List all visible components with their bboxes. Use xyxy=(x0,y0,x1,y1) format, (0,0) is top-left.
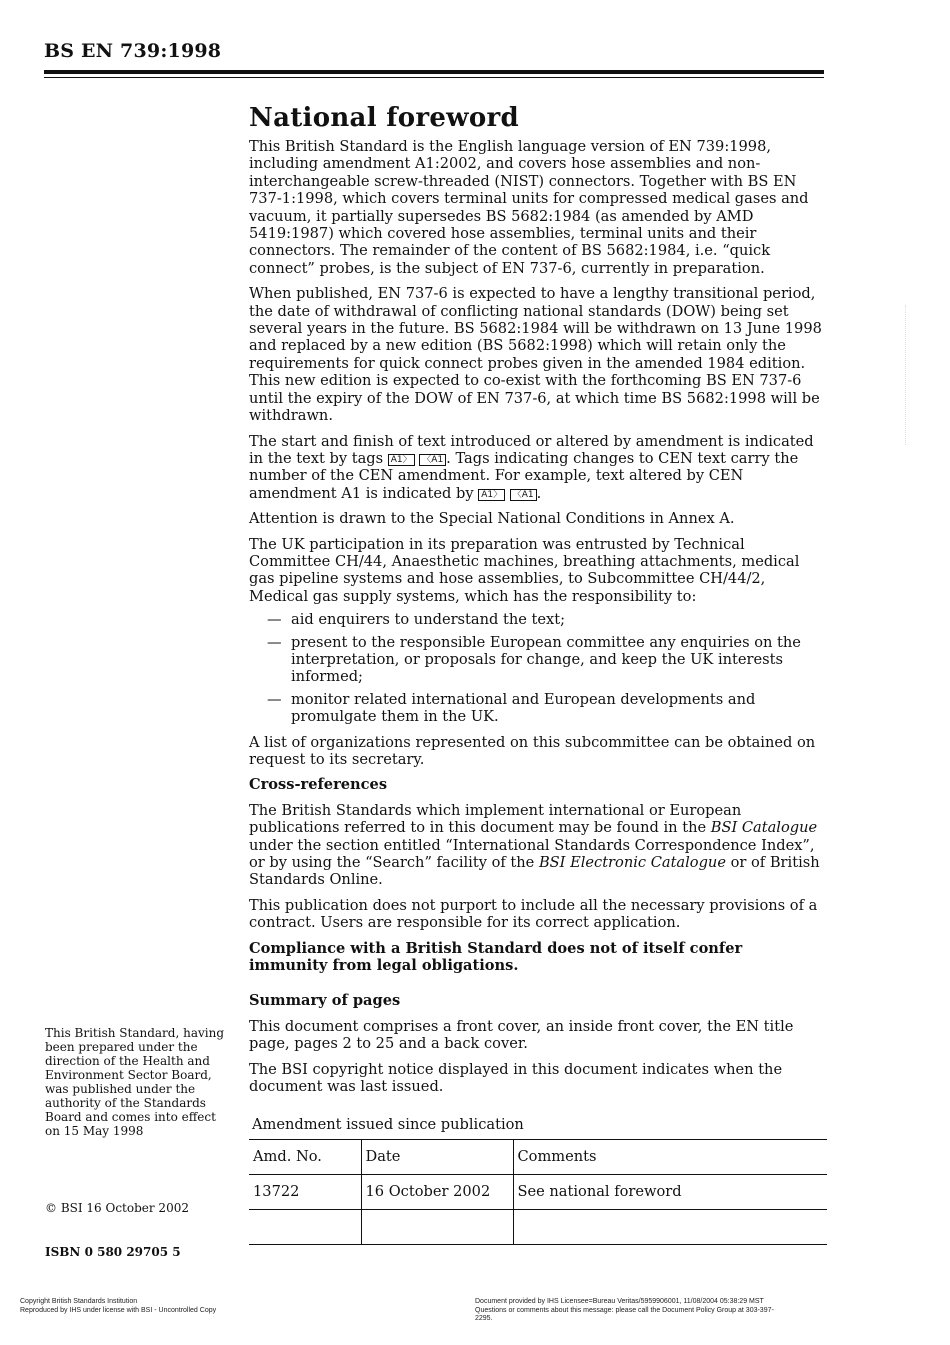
amendment-tag-open: A1〉 xyxy=(388,454,415,466)
header-rule-thin xyxy=(44,77,824,78)
column-header-comments: Comments xyxy=(513,1139,827,1174)
paragraph-organizations: A list of organizations represented on this subcommittee can be obtained on request to its secretary. xyxy=(249,733,816,768)
header-rule-thick xyxy=(44,70,824,74)
page-title: National foreword xyxy=(249,103,519,133)
paragraph-crossref: The British Standards which implement international or European publications referred to in this document may be found in the BSI Catalogue under the section entitled “International Standards Correspondence Index”, or by using the “Search” facility of the BSI Electronic Catalogue or of British Standards Online. xyxy=(249,801,820,889)
amendment-table xyxy=(249,1139,827,1245)
paragraph-summary: This document comprises a front cover, an inside front cover, the EN title page, pages 2 to 25 and a back cover. xyxy=(249,1017,794,1053)
footer-left: Copyright British Standards Institution Reproduced by IHS under license with BSI - Uncontrolled Copy xyxy=(20,1298,217,1314)
margin-watermark xyxy=(905,305,918,445)
crossref-heading: Cross-references xyxy=(249,776,388,794)
list-item: — aid enquirers to understand the text; xyxy=(267,611,566,629)
isbn: ISBN 0 580 29705 5 xyxy=(45,1245,181,1259)
table-row xyxy=(249,1174,827,1209)
amd-no-cell xyxy=(249,1209,361,1244)
column-header-amd-no: Amd. No. xyxy=(249,1139,361,1174)
bsi-electronic-catalogue-title: BSI Electronic Catalogue xyxy=(538,854,726,872)
paragraph-annex-a: Attention is drawn to the Special National Conditions in Annex A. xyxy=(249,510,735,528)
responsibility-list xyxy=(249,611,825,725)
bsi-catalogue-title: BSI Catalogue xyxy=(710,819,818,837)
amendment-tag-open-example: A1〉 xyxy=(478,489,505,501)
comments-cell: See national foreword xyxy=(513,1174,827,1209)
amendment-tag-close-example: 〈A1 xyxy=(510,489,537,501)
amendment-table-caption: Amendment issued since publication xyxy=(252,1115,524,1133)
foreword-body xyxy=(249,103,825,1245)
publication-note: This British Standard, having been prepared under the direction of the Health and Environment Sector Board, was published under the authority of the Standards Board and comes into effect on 15 May 1998 xyxy=(45,1026,225,1138)
date-cell xyxy=(361,1209,513,1244)
amd-no-cell: 13722 xyxy=(249,1174,361,1209)
paragraph-transition: When published, EN 737-6 is expected to have a lengthy transitional period, the date of withdrawal of conflicting national standards (DOW) being set several years in the future. BS 5682:1984 will be withdrawn on 13 June 1998 and replaced by a new edition (BS 5682:1998) which will retain only the requirements for quick connect probes given in the amended 1984 edition. This new edition is expected to co-exist with the forthcoming BS EN 737-6 until the expiry of the DOW of EN 737-6, at which time BS 5682:1998 will be withdrawn. xyxy=(249,285,822,425)
paragraph-scope: This British Standard is the English language version of EN 739:1998, including amendment A1:2002, and covers hose assemblies and non-interchangeable screw-threaded (NIST) connectors. Together with BS EN 737-1:1998, which covers terminal units for compressed medical gases and vacuum, it partially supersedes BS 5682:1984 (as amended by AMD 5419:1987) which covered hose assemblies, terminal units and their connectors. The remainder of the content of BS 5682:1984, i.e. “quick connect” probes, is the subject of EN 737-6, currently in preparation. xyxy=(249,138,809,277)
copyright-date: © BSI 16 October 2002 xyxy=(45,1201,189,1215)
list-item: — present to the responsible European committee any enquiries on the interpretation, or proposals for change, and keep the UK interests informed; xyxy=(267,633,801,686)
column-header-date: Date xyxy=(361,1139,513,1174)
date-cell: 16 October 2002 xyxy=(361,1174,513,1209)
paragraph-tags: The start and finish of text introduced or altered by amendment is indicated in the text by tags A1〉 〈A1 . Tags indicating changes to CEN text carry the number of the CEN amendment. For example, text altered by CEN amendment A1 is indicated by A1〉 〈A1 . xyxy=(249,432,814,502)
table-row xyxy=(249,1209,827,1244)
paragraph-committee: The UK participation in its preparation was entrusted by Technical Committee CH/44, Anaesthetic machines, breathing attachments, medical gas pipeline systems and hose assemblies, to Subcommittee CH/44/2, Medical gas supply systems, which has the responsibility to: xyxy=(249,535,800,605)
paragraph-contract: This publication does not purport to include all the necessary provisions of a contract. Users are responsible for its correct application. xyxy=(249,896,818,932)
summary-heading: Summary of pages xyxy=(249,992,401,1010)
amendment-tag-close: 〈A1 xyxy=(419,454,446,466)
footer-right: Document provided by IHS Licensee=Bureau Veritas/5959906001, 11/08/2004 05:38:29 MST Questions or comments about this message: please call the Document Policy Group at 303-397-2295. xyxy=(475,1298,774,1322)
paragraph-copyright-notice: The BSI copyright notice displayed in this document indicates when the document was last issued. xyxy=(249,1060,783,1096)
comments-cell xyxy=(513,1209,827,1244)
document-code: BS EN 739:1998 xyxy=(44,40,222,62)
list-item: — monitor related international and European developments and promulgate them in the UK. xyxy=(267,690,756,726)
compliance-notice: Compliance with a British Standard does not of itself confer immunity from legal obligations. xyxy=(249,939,743,975)
table-header-row xyxy=(249,1139,827,1174)
